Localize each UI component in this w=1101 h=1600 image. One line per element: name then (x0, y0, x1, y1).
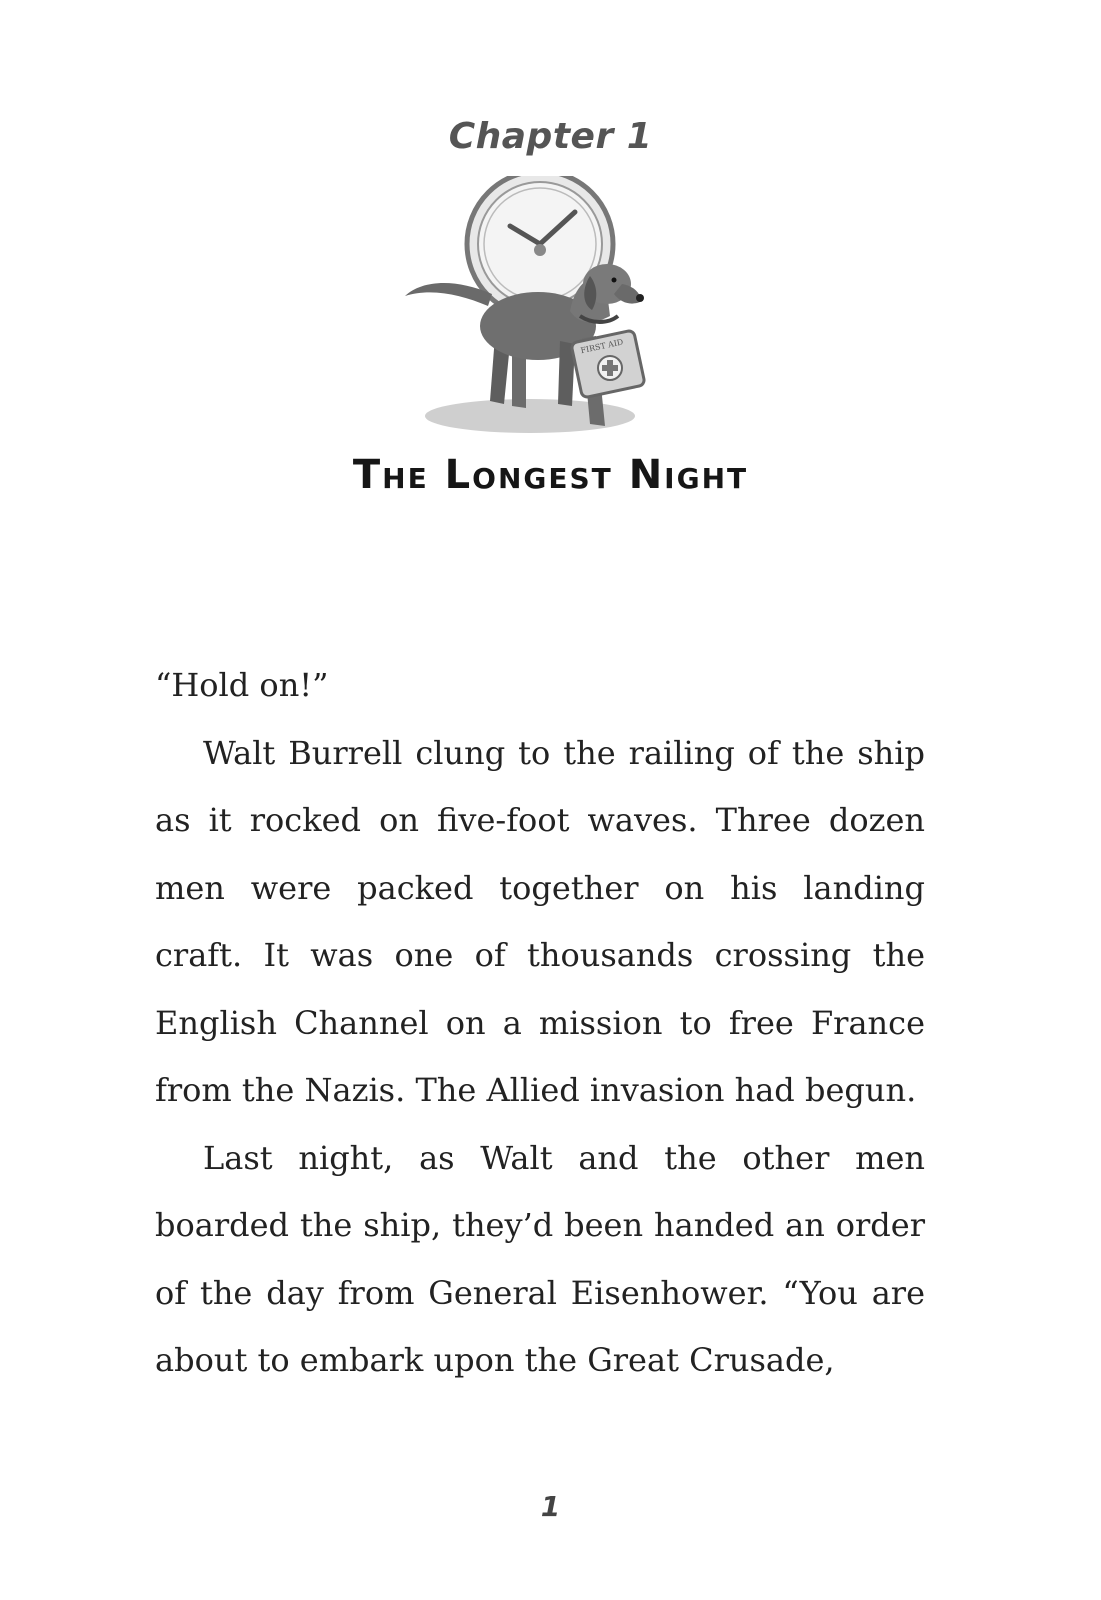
paragraph: Last night, as Walt and the other men boarded the ship, they’d been handed an order of the day from General Eisenhower. “You are about to embark upon the Great Crusade, (155, 1138, 925, 1379)
chapter-label: Chapter 1 (448, 116, 653, 157)
chapter-title: The Longest Night (352, 452, 749, 498)
chapter-body (155, 652, 925, 1395)
paragraph: Walt Burrell clung to the railing of the ship as it rocked on five-foot waves. Three dozen men were packed together on his landing craft. It was one of thousands crossing the English Channel on a mission to free France from the Nazis. The Allied invasion had begun. (155, 733, 925, 1109)
first-aid-label: FIRST AID (579, 337, 625, 356)
chapter-illustration (400, 176, 660, 446)
page-number: 1 (540, 1490, 561, 1523)
first-aid-kit-icon (571, 330, 645, 398)
paragraph: “Hold on!” (155, 666, 329, 704)
